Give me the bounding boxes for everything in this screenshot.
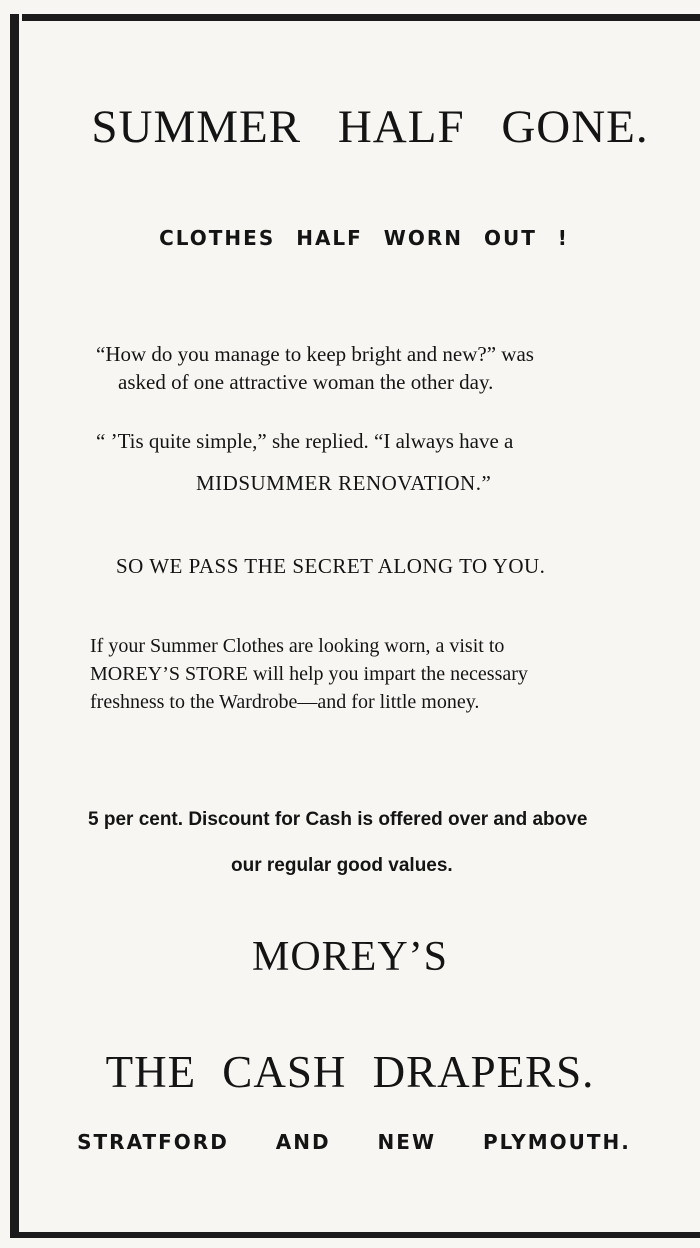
secret-line: SO WE PASS THE SECRET ALONG TO YOU. bbox=[116, 554, 546, 578]
quote-line-1: “How do you manage to keep bright and new?” was bbox=[96, 342, 534, 366]
subheadline: CLOTHES HALF WORN OUT ! bbox=[159, 226, 569, 250]
quote-paragraph bbox=[96, 340, 676, 396]
offer-paragraph bbox=[90, 632, 680, 716]
shop-name: MOREY’S bbox=[251, 934, 449, 980]
reply-line-1: “ ’Tis quite simple,” she replied. “I always have a bbox=[96, 429, 514, 453]
offer-line-3: freshness to the Wardrobe—and for little money. bbox=[90, 691, 480, 713]
headline: SUMMER HALF GONE. bbox=[91, 101, 649, 153]
discount-line-2: our regular good values. bbox=[231, 855, 453, 876]
offer-line-1: If your Summer Clothes are looking worn, a visit to bbox=[90, 635, 505, 657]
shop-tagline: THE CASH DRAPERS. bbox=[105, 1047, 595, 1097]
top-border-rule bbox=[22, 14, 700, 21]
discount-line-1: 5 per cent. Discount for Cash is offered over and above bbox=[88, 809, 588, 830]
reply-line-2: MIDSUMMER RENOVATION.” bbox=[196, 471, 492, 495]
quote-line-2: asked of one attractive woman the other day. bbox=[118, 370, 494, 394]
towns-line: STRATFORD AND NEW PLYMOUTH. bbox=[77, 1130, 631, 1154]
reply-paragraph bbox=[96, 427, 676, 497]
bottom-border-rule bbox=[10, 1232, 700, 1238]
discount-notice bbox=[88, 797, 678, 889]
offer-line-2: MOREY’S STORE will help you impart the necessary bbox=[90, 663, 528, 685]
